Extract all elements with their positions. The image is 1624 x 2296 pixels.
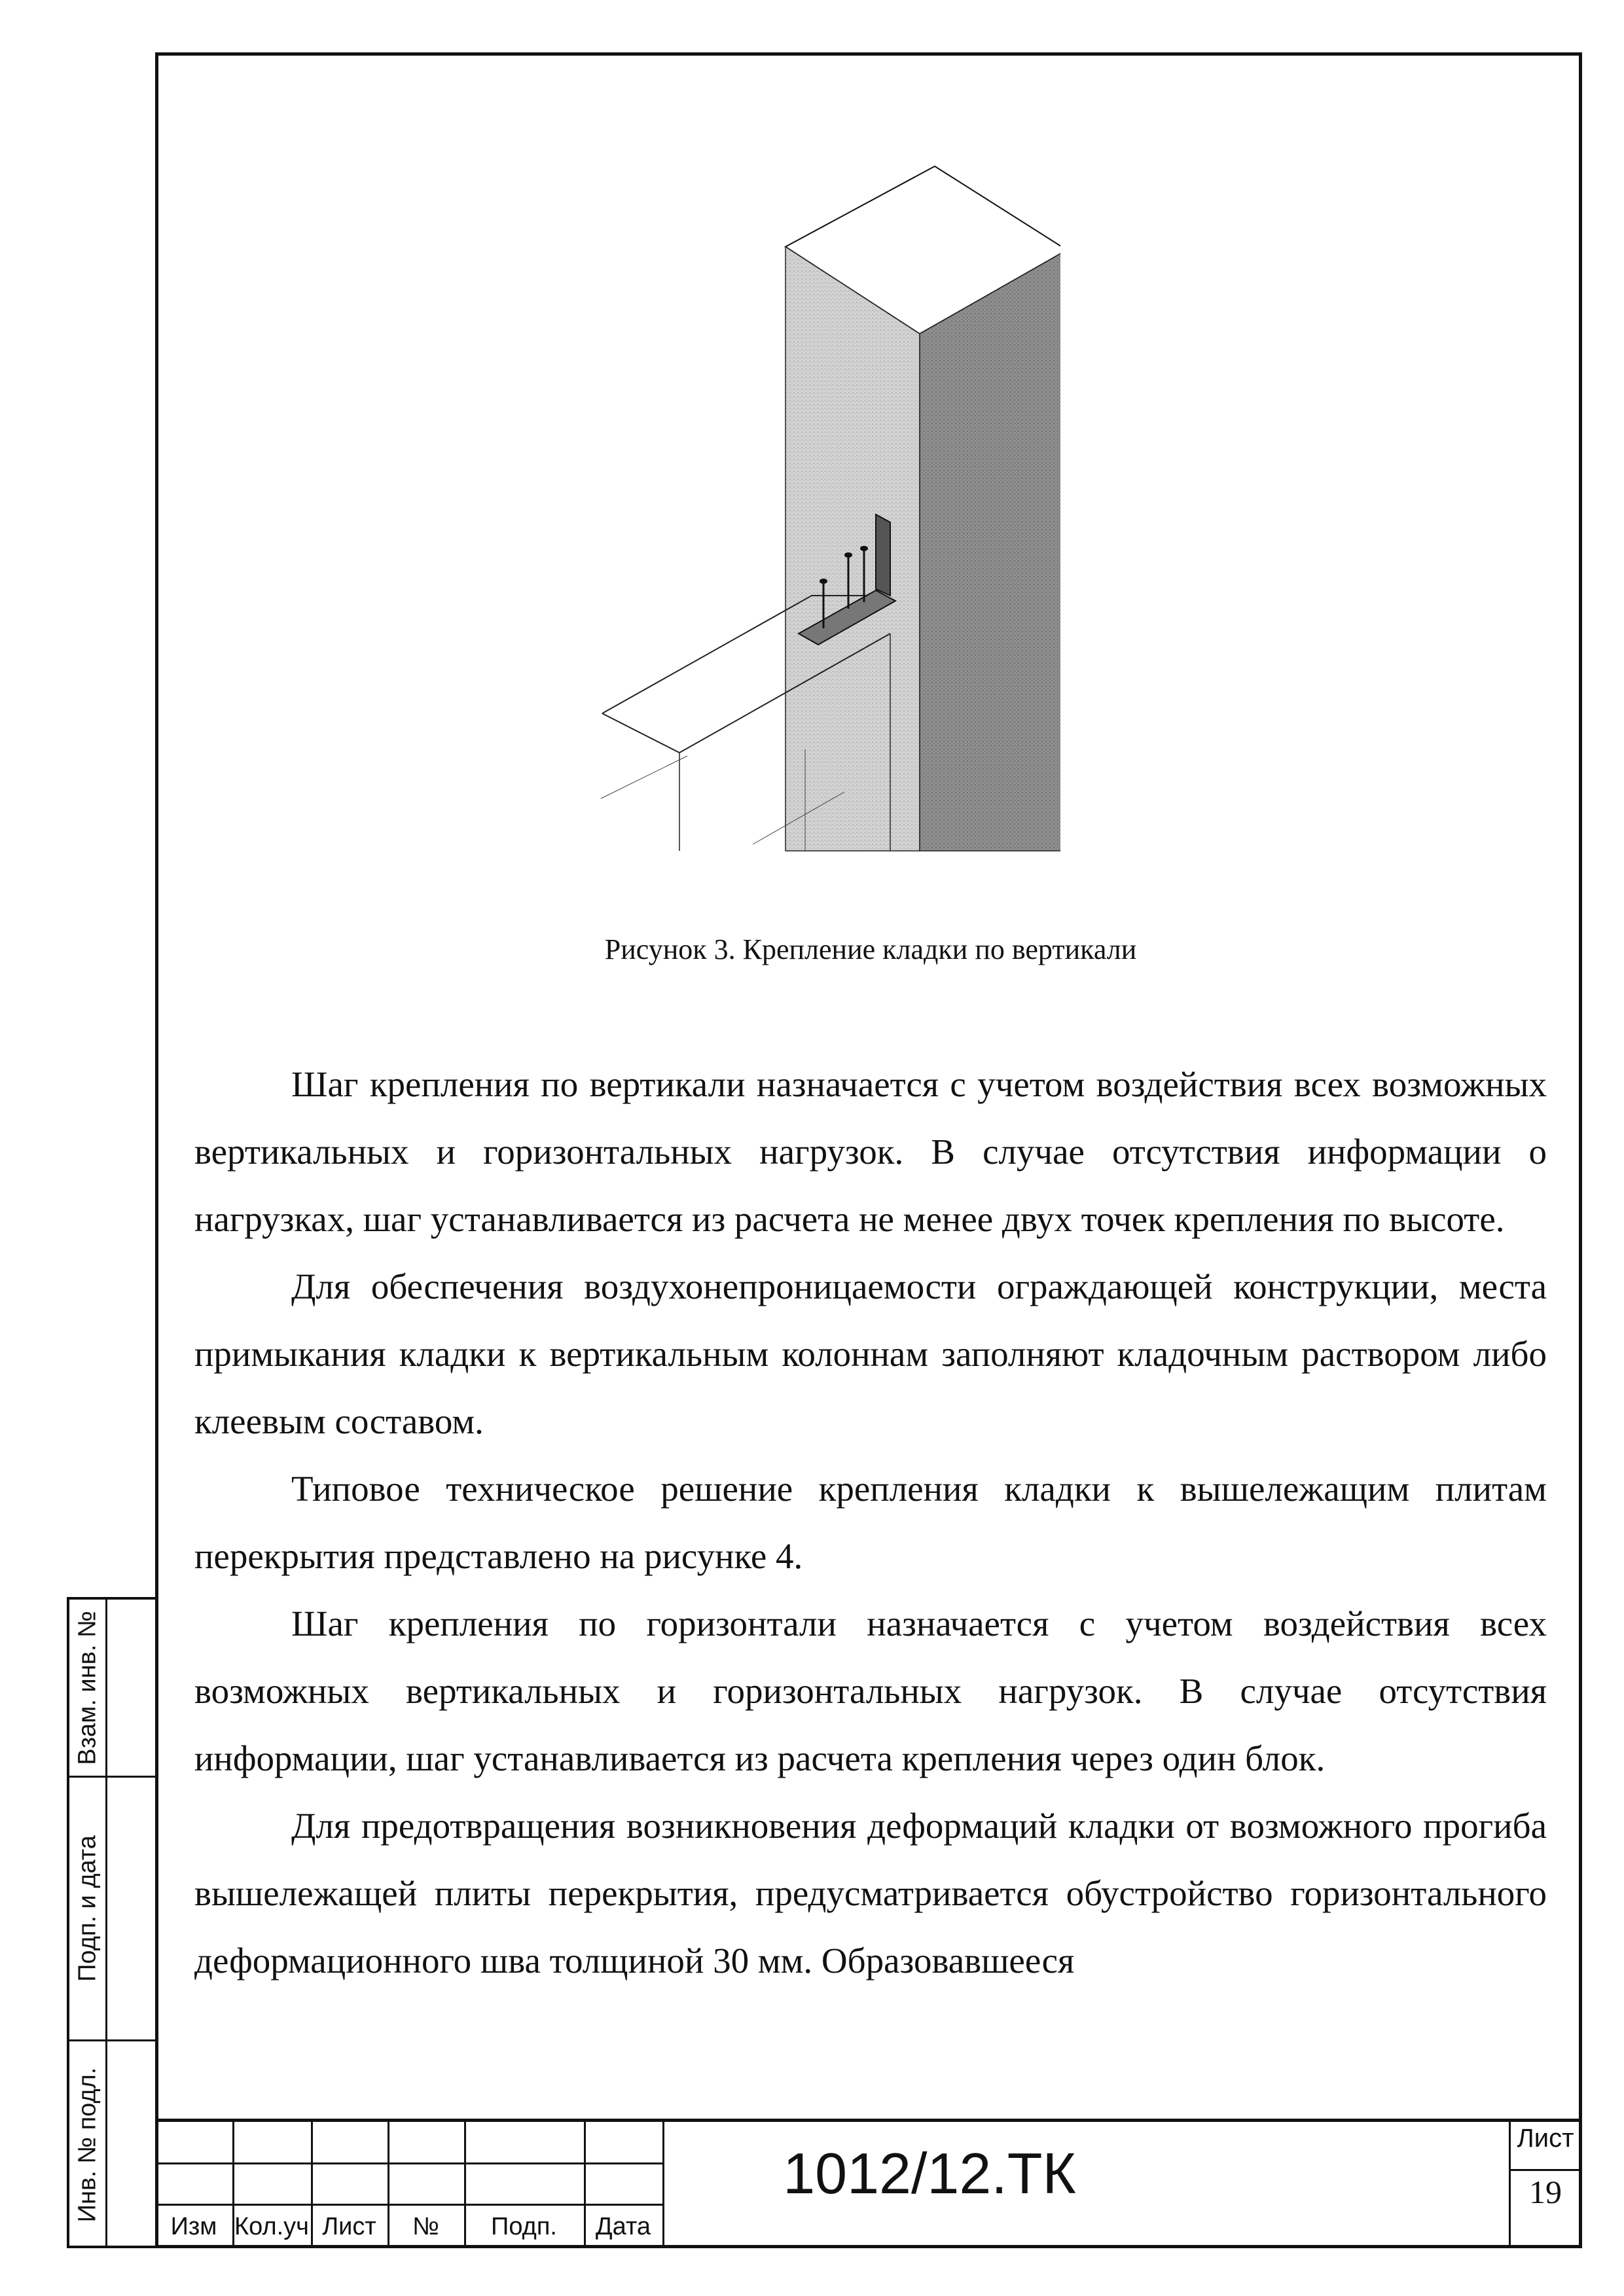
side-cell-signature [69, 1778, 157, 2041]
paragraph: Для предотвращения возникновения деформаций кладки от возможного прогиба вышележащей плиты перекрытия, предусматривается обустройство горизонтального деформационного шва толщиной 30 мм. Образовавшееся [194, 1806, 1547, 1981]
paragraph: Типовое техническое решение крепления кладки к вышележащим плитам перекрытия представлено на рисунке 4. [194, 1469, 1547, 1576]
paragraph: Шаг крепления по горизонтали назначается с учетом воздействия всех возможных вертикальных и горизонтальных нагрузок. В случае отсутствия информации, шаг устанавливается из расчета крепления через один блок. [194, 1604, 1547, 1778]
body-text [194, 1050, 1547, 1994]
side-label-replacement: Взам. инв. № [73, 1610, 101, 1765]
header-quantity: Кол.уч [234, 2213, 309, 2240]
header-sheet: Лист [322, 2213, 376, 2240]
figure-caption: Рисунок 3. Крепление кладки по вертикали [604, 933, 1137, 965]
sheet-label: Лист [1517, 2124, 1574, 2153]
header-signature: Подп. [491, 2213, 557, 2240]
paragraph: Для обеспечения воздухонепроницаемости ограждающей конструкции, места примыкания кладки к вертикальным колоннам заполняют кладочным раствором либо клеевым составом. [194, 1266, 1547, 1441]
side-label-signature: Подп. и дата [73, 1835, 101, 1982]
header-doc-number: № [412, 2213, 439, 2240]
document-code: 1012/12.ТК [783, 2141, 1076, 2206]
masonry-anchor-drawing [589, 164, 1060, 857]
side-label-inventory: Инв. № подл. [73, 2067, 101, 2223]
column-side [920, 250, 1060, 851]
side-cell-replacement [69, 1600, 157, 1778]
anchor-bracket [876, 514, 890, 596]
header-date: Дата [595, 2213, 651, 2240]
column-front [785, 247, 920, 851]
paragraph: Шаг крепления по вертикали назначается с учетом воздействия всех возможных вертикальных и горизонтальных нагрузок. В случае отсутствия информации о нагрузках, шаг устанавливается из расчета не менее двух точек крепления по высоте. [194, 1064, 1547, 1239]
header-change: Изм [170, 2213, 217, 2240]
side-cell-inventory [69, 2041, 157, 2248]
side-strip [67, 1597, 157, 2248]
sheet-number: 19 [1529, 2174, 1562, 2210]
